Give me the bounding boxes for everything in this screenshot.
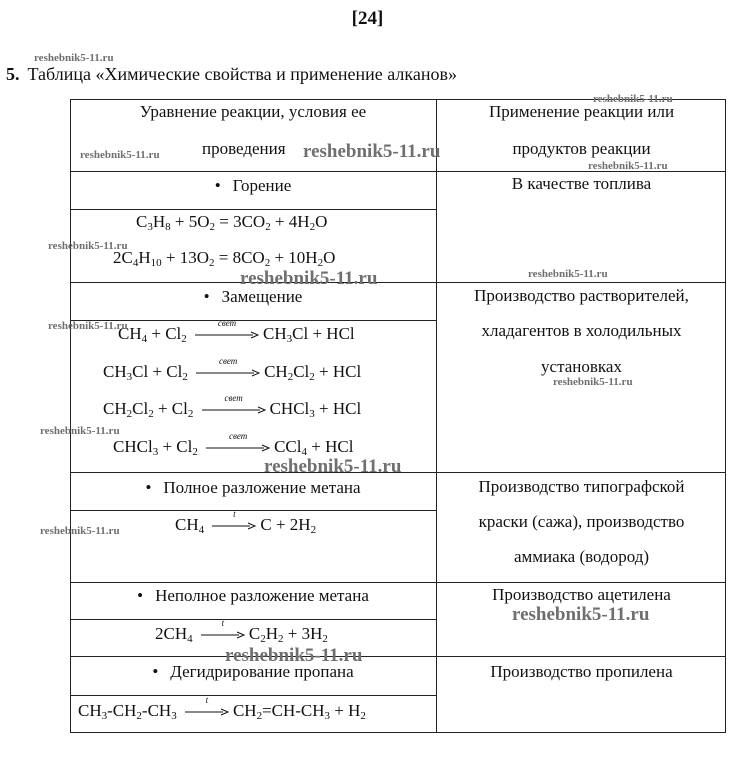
watermark: reshebnik5-11.ru xyxy=(528,268,608,280)
task-number: 5. xyxy=(6,64,20,84)
application-text: Производство типографской xyxy=(478,477,685,496)
reaction-title: • Неполное разложение метана xyxy=(137,586,369,605)
watermark: reshebnik5-11.ru xyxy=(264,456,402,477)
equation: $CH_4$ t $C + 2H_2$ xyxy=(175,509,317,536)
watermark: reshebnik5-11.ru xyxy=(240,268,378,289)
equation: $C_3H_8 + 5O_2 = 3CO_2 + 4H_2O$ xyxy=(136,212,328,233)
heading-text: Таблица «Химические свойства и применение алканов» xyxy=(27,64,457,84)
header-left-line1: Уравнение реакции, условия ее xyxy=(139,102,367,121)
row-divider xyxy=(70,695,436,696)
row-divider xyxy=(70,656,726,657)
page-number: [24] xyxy=(351,8,384,29)
equation: $CH_3Cl + Cl_2$ свет $CH_2Cl_2$ + HCl xyxy=(103,356,362,383)
application-text: В качестве топлива xyxy=(511,174,652,193)
row-divider xyxy=(70,619,436,620)
watermark: reshebnik5-11.ru xyxy=(593,93,673,105)
watermark: reshebnik5-11.ru xyxy=(40,425,120,437)
arrow-icon: t xyxy=(212,522,256,530)
watermark: reshebnik5-11.ru xyxy=(553,376,633,388)
application-text: аммиака (водород) xyxy=(513,547,650,566)
row-divider xyxy=(70,209,436,210)
watermark: reshebnik5-11.ru xyxy=(80,149,160,161)
task-heading xyxy=(6,64,457,85)
watermark: reshebnik5-11.ru xyxy=(48,240,128,252)
equation: $CH_2Cl_2 + Cl_2$ свет CHCl$_3$ + HCl xyxy=(103,393,362,420)
arrow-icon: свет xyxy=(195,331,259,339)
arrow-icon: свет xyxy=(196,369,260,377)
watermark: reshebnik5-11.ru xyxy=(303,141,441,162)
application-text: краски (сажа), производство xyxy=(478,512,685,531)
application-text: хладагентов в холодильных xyxy=(481,321,682,340)
watermark: reshebnik5-11.ru xyxy=(512,604,650,625)
watermark: reshebnik5-11.ru xyxy=(48,320,128,332)
watermark: reshebnik5-11.ru xyxy=(588,160,668,172)
equation: CHCl$_3$ + $Cl_2$ свет CCl$_4$ + HCl xyxy=(113,431,354,458)
header-left-line2: проведения xyxy=(202,139,286,158)
header-right-line2: продуктов реакции xyxy=(512,139,651,158)
reaction-title: • Дегидрирование пропана xyxy=(152,662,354,681)
equation: $2CH_4$ t $C_2H_2 + 3H_2$ xyxy=(155,618,328,645)
arrow-icon: свет xyxy=(206,444,270,452)
watermark: reshebnik5-11.ru xyxy=(225,645,363,666)
arrow-icon: t xyxy=(201,631,245,639)
watermark: reshebnik5-11.ru xyxy=(40,525,120,537)
equation: $2C_4H_{10} + 13O_2 = 8CO_2 + 10H_2O$ xyxy=(113,248,336,269)
application-text: Производство пропилена xyxy=(490,662,673,681)
reaction-title: • Полное разложение метана xyxy=(145,478,361,497)
reaction-title: • Замещение xyxy=(203,287,303,306)
arrow-icon: t xyxy=(185,708,229,716)
arrow-icon: свет xyxy=(202,406,266,414)
reaction-title: • Горение xyxy=(214,176,292,195)
column-divider xyxy=(436,99,437,733)
row-divider xyxy=(70,582,726,583)
equation: $CH_3-CH_2-CH_3$ t $CH_2=CH-CH_3 + H_2$ xyxy=(78,695,366,722)
application-text: Производство растворителей, xyxy=(474,286,689,305)
equation: $CH_4 + Cl_2$ свет $CH_3Cl$ + HCl xyxy=(118,318,355,345)
header-right-line1: Применение реакции или xyxy=(488,102,675,121)
row-divider xyxy=(70,282,726,283)
application-text: Производство ацетилена xyxy=(492,585,671,604)
application-text: установках xyxy=(541,357,622,376)
watermark: reshebnik5-11.ru xyxy=(34,52,114,64)
